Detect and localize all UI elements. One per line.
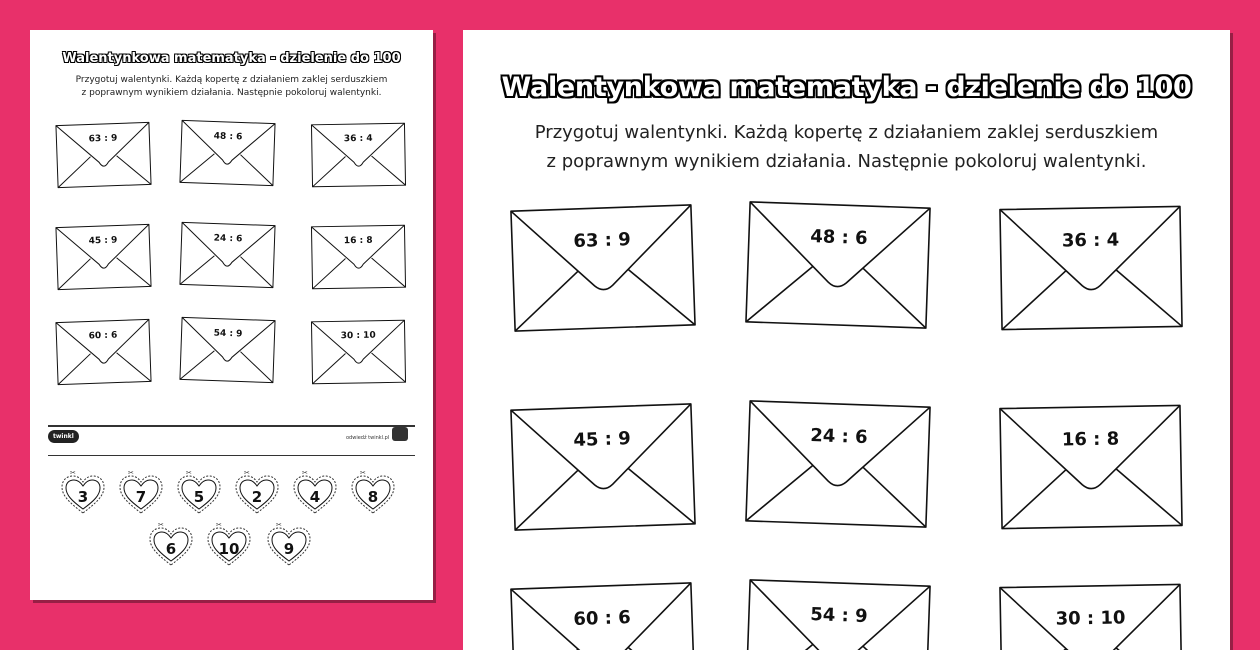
envelope — [511, 404, 695, 530]
envelope-division-problem: 16 : 8 — [1061, 428, 1120, 451]
preview-sheet — [30, 30, 433, 600]
envelope-division-problem: 16 : 8 — [343, 235, 373, 247]
envelope-division-problem: 48 : 6 — [213, 131, 243, 143]
footer-badge-icon — [392, 427, 408, 441]
envelope-division-problem: 36 : 4 — [343, 133, 373, 145]
svg-text:✂: ✂ — [70, 469, 76, 477]
envelope — [511, 583, 695, 650]
envelope-division-problem: 45 : 9 — [573, 428, 632, 452]
heart-cutout — [292, 469, 338, 515]
envelope — [311, 123, 405, 187]
envelope — [311, 225, 405, 289]
envelope-division-problem: 48 : 6 — [809, 226, 868, 250]
preview-instruction-line-2: z poprawnym wynikiem działania. Następnie pokoloruj walentynki. — [81, 88, 382, 98]
envelope-division-problem: 24 : 6 — [809, 425, 868, 449]
footer-url: odwiedź twinkl.pl — [346, 435, 390, 441]
envelope — [746, 202, 930, 328]
heart-cutout — [234, 469, 280, 515]
worksheet-zoom — [463, 30, 1230, 650]
envelope-division-problem: 45 : 9 — [88, 235, 118, 247]
envelope-division-problem: 24 : 6 — [213, 233, 243, 245]
envelope — [180, 222, 275, 287]
heart-cutout — [350, 469, 396, 515]
envelope-division-problem: 63 : 9 — [573, 229, 632, 253]
svg-text:✂: ✂ — [244, 469, 250, 477]
svg-text:✂: ✂ — [186, 469, 192, 477]
heart-answer-number: 6 — [165, 540, 177, 558]
envelope-division-problem: 36 : 4 — [1061, 229, 1120, 252]
heart-answer-number: 10 — [218, 540, 240, 558]
instruction-line-1: Przygotuj walentynki. Każdą kopertę z działaniem zaklej serduszkiem — [534, 122, 1159, 143]
envelope-division-problem: 54 : 9 — [809, 604, 868, 628]
svg-text:✂: ✂ — [128, 469, 134, 477]
heart-cutout — [266, 521, 312, 567]
svg-text:✂: ✂ — [360, 469, 366, 477]
envelope-division-problem: 63 : 9 — [88, 133, 118, 145]
envelope-division-problem: 60 : 6 — [573, 607, 632, 631]
envelope — [56, 319, 151, 384]
svg-text:✂: ✂ — [302, 469, 308, 477]
envelope-division-problem: 60 : 6 — [88, 330, 118, 342]
envelope — [180, 317, 275, 382]
heart-answer-number: 7 — [135, 488, 147, 506]
heart-cutout — [176, 469, 222, 515]
worksheet-instructions — [463, 118, 1230, 176]
heart-cutout — [60, 469, 106, 515]
heart-answer-number: 3 — [77, 488, 89, 506]
svg-text:✂: ✂ — [216, 521, 222, 529]
envelope-division-problem: 30 : 10 — [1055, 607, 1126, 630]
worksheet-title: Walentynkowa matematyka - dzielenie do 100 — [501, 72, 1192, 103]
envelope — [511, 205, 695, 331]
envelope — [746, 401, 930, 527]
twinkl-logo: twinkl — [48, 430, 79, 443]
heart-answer-number: 9 — [283, 540, 295, 558]
envelope — [180, 120, 275, 185]
svg-text:✂: ✂ — [158, 521, 164, 529]
heart-answer-number: 4 — [309, 488, 321, 506]
envelope — [311, 320, 405, 384]
preview-instruction-line-1: Przygotuj walentynki. Każdą kopertę z działaniem zaklej serduszkiem — [75, 75, 388, 85]
envelope — [1000, 405, 1182, 528]
envelope — [56, 224, 151, 289]
preview-title: Walentynkowa matematyka - dzielenie do 100 — [62, 51, 401, 66]
preview-cut-line — [48, 455, 415, 456]
heart-answer-number: 8 — [367, 488, 379, 506]
heart-cutout — [206, 521, 252, 567]
heart-cutout — [148, 521, 194, 567]
heart-answer-number: 5 — [193, 488, 205, 506]
envelope — [746, 580, 930, 650]
envelope — [1000, 584, 1182, 650]
preview-footer-divider — [48, 425, 415, 427]
heart-answer-number: 2 — [251, 488, 263, 506]
instruction-line-2: z poprawnym wynikiem działania. Następnie pokoloruj walentynki. — [546, 151, 1147, 172]
envelope-division-problem: 54 : 9 — [213, 328, 243, 340]
preview-instructions — [30, 74, 433, 100]
envelope-division-problem: 30 : 10 — [340, 330, 376, 342]
envelope — [56, 122, 151, 187]
heart-cutout — [118, 469, 164, 515]
svg-text:✂: ✂ — [276, 521, 282, 529]
envelope — [1000, 206, 1182, 329]
